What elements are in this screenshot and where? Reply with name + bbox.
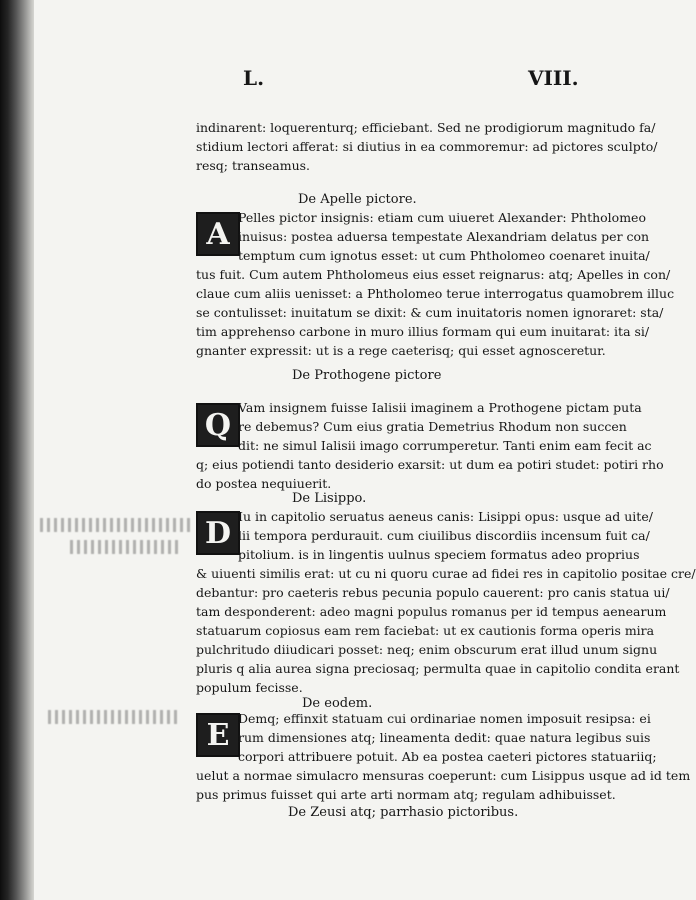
decorated-initial: A — [196, 212, 240, 256]
text-line: Vam insignem fuisse Ialisii imaginem a Prothogene pictam puta — [238, 400, 642, 415]
text-line: Demq; effinxit statuam cui ordinariae nomen imposuit resipsa: ei — [238, 711, 651, 726]
text-line: pus primus fuisset qui arte arti normam atq; regulam adhibuisset. — [196, 787, 616, 802]
section-heading: De Prothogene pictore — [292, 368, 442, 383]
text-line: populum fecisse. — [196, 680, 303, 695]
section-heading: De eodem. — [302, 696, 373, 711]
decorated-initial: Q — [196, 403, 240, 447]
text-line: pitolium. is in lingentis uulnus speciem formatus adeo proprius — [238, 547, 640, 562]
decorated-initial: D — [196, 511, 240, 555]
text-line: Pelles pictor insignis: etiam cum uiueret Alexander: Phtholomeo — [238, 210, 646, 225]
text-line: resq; transeamus. — [196, 158, 311, 173]
text-line: debantur: pro caeteris rebus pecunia populo cauerent: pro canis statua ui/ — [196, 585, 670, 600]
text-line: q; eius potiendi tanto desiderio exarsit: ut dum ea potiri studet: potiri rho — [196, 457, 664, 472]
text-line: re debemus? Cum eius gratia Demetrius Rhodum non succen — [238, 419, 627, 434]
text-line: lii tempora perdurauit. cum ciuilibus discordiis incensum fuit ca/ — [238, 528, 650, 543]
text-line: Iu in capitolio seruatus aeneus canis: Lisippi opus: usque ad uite/ — [238, 509, 653, 524]
text-line: claue cum aliis uenisset: a Phtholomeo terue interrogatus quamobrem illuc — [196, 286, 675, 301]
running-head-left: L. — [243, 66, 265, 90]
text-line: temptum cum ignotus esset: ut cum Phtholomeo coenaret inuita/ — [238, 248, 650, 263]
ink-bleed-mark — [48, 710, 178, 724]
decorated-initial: E — [196, 713, 240, 757]
text-line: rum dimensiones atq; lineamenta dedit: quae natura legibus suis — [238, 730, 651, 745]
text-line: stidium lectori afferat: si diutius in ea commoremur: ad pictores sculpto/ — [196, 139, 658, 154]
text-line: & uiuenti similis erat: ut cu ni quoru curae ad fidei res in capitolio positae cre/ — [196, 566, 696, 581]
text-line: dit: ne simul Ialisii imago corrumperetur. Tanti enim eam fecit ac — [238, 438, 652, 453]
text-line: pluris q alia aurea signa preciosaq; permulta quae in capitolio condita erant — [196, 661, 680, 676]
text-line: uelut a normae simulacro mensuras coeperunt: cum Lisippus usque ad id tem — [196, 768, 691, 783]
text-line: tim apprehenso carbone in muro illius formam qui eum inuitarat: ita si/ — [196, 324, 650, 339]
text-line: do postea nequiuerit. — [196, 476, 332, 491]
section-heading: De Apelle pictore. — [298, 192, 417, 207]
text-line: gnanter expressit: ut is a rege caeterisq; qui esset agnosceretur. — [196, 343, 606, 358]
running-head-right: VIII. — [528, 66, 579, 90]
text-line: inuisus: postea aduersa tempestate Alexandriam delatus per con — [238, 229, 650, 244]
ink-bleed-mark — [40, 518, 190, 532]
section-heading: De Lisippo. — [292, 491, 367, 506]
ink-bleed-mark — [70, 540, 180, 554]
text-line: indinarent: loquerenturq; efficiebant. Sed ne prodigiorum magnitudo fa/ — [196, 120, 656, 135]
text-line: tus fuit. Cum autem Phtholomeus eius esset reignarus: atq; Apelles in con/ — [196, 267, 671, 282]
text-line: tam desponderent: adeo magni populus romanus per id tempus aenearum — [196, 604, 667, 619]
book-gutter — [0, 0, 34, 900]
closing-heading: De Zeusi atq; parrhasio pictoribus. — [288, 805, 519, 820]
text-line: statuarum copiosus eam rem faciebat: ut ex cautionis forma operis mira — [196, 623, 655, 638]
text-line: corpori attribuere potuit. Ab ea postea caeteri pictores statuariiq; — [238, 749, 657, 764]
text-line: se contulisset: inuitatum se dixit: & cum inuitatoris nomen ignoraret: sta/ — [196, 305, 664, 320]
text-line: pulchritudo diiudicari posset: neq; enim obscurum erat illud unum signu — [196, 642, 658, 657]
